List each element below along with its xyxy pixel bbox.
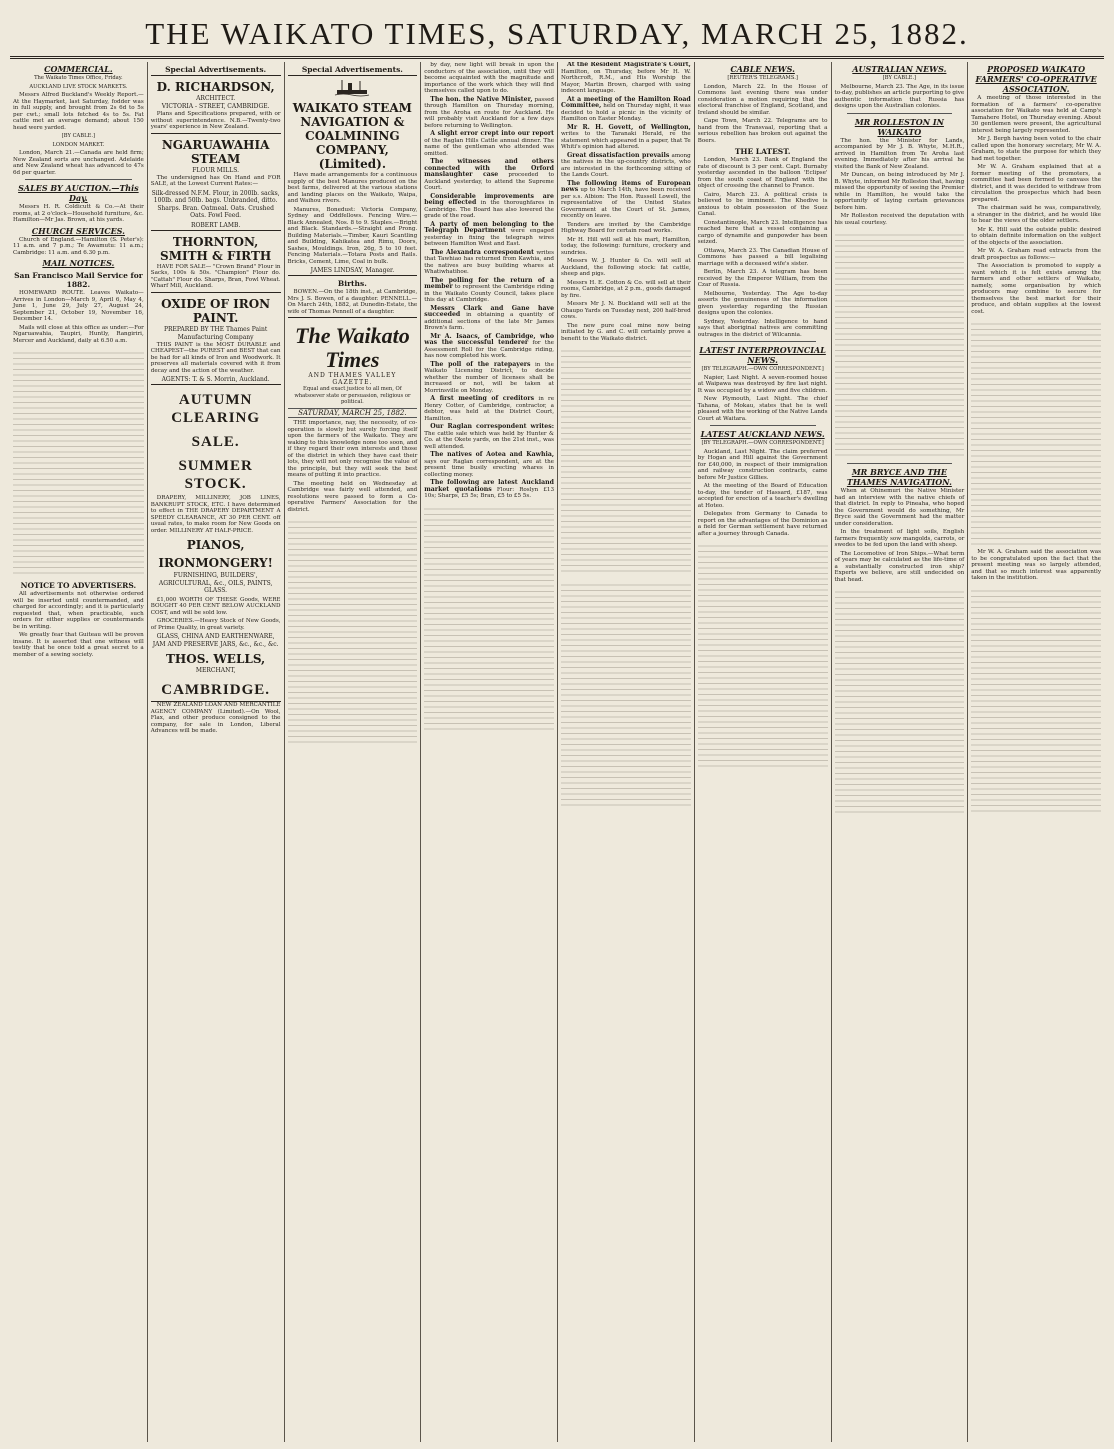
issue-date: SATURDAY, MARCH 25, 1882. (288, 408, 418, 419)
article-text: Mails will close at this office as under:—For Ngaruawahia, Taupiri, Huntly, Rangiriri, Mercer and Auckland, daily at 6.50 a.m. (13, 324, 144, 344)
news-lead: A party of men belonging to the Telegraph Department (424, 220, 554, 234)
article-text: Mr W. A. Graham explained that at a former meeting of the promoters, a committee had been formed to canvass the district, and it was decided to withdraw from circulation the prospectus which had been prepared. (971, 164, 1101, 203)
column-cable-news (694, 62, 831, 1442)
ad-town: CAMBRIDGE. (161, 682, 270, 698)
ad-headline: AUTUMN CLEARING (171, 392, 261, 426)
column-commercial (10, 62, 147, 1442)
article-text: In the treatment of light soils, English farmers frequently sow mangolds, carrots, or swedes to be fed upon the land with sheep. (834, 529, 965, 548)
article-text: HOMEWARD ROUTE. Leaves Waikato—Arrives in London—March 9, April 6, May 4, June 1, June 29, July 27, August 24, September 21, October 19, November 16, December 14. (13, 290, 144, 322)
news-lead: The natives of Aotea and Kawhia, (430, 451, 554, 458)
ad-subtitle: ARCHITECT. (196, 95, 236, 102)
divider (151, 384, 281, 385)
column-local-news (420, 62, 557, 1442)
news-lead: Messrs Clark and Gane have succeeded (424, 304, 554, 318)
column-australian-news (831, 62, 968, 1442)
section-heading: SALES BY AUCTION.—This Day. (18, 183, 139, 203)
text-filler (971, 319, 1101, 549)
ad-subtitle: PREPARED BY THE Thames Paint Manufacturing Company (163, 325, 268, 341)
article-text: Messrs H. E. Cotton & Co. will sell at their rooms, Cambridge, at 2 p.m., goods damaged by fire. (561, 279, 691, 299)
news-text: in the Waikato Licensing District, to decide whether the number of licenses shall be increased or not, will be taken at Morrinsville on Monday. (424, 361, 554, 394)
divider (288, 317, 418, 318)
article-text: Mr W. A. Graham read extracts from the draft prospectus as follows:— (971, 248, 1101, 261)
article-text: The Association is promoted to supply a want which it is felt exists among the farmers and other settlers of Waikato, namely, some organisation by which producers may combine to secure for themselves the best market for their produce, and obtain supplies at the lowest cost. (971, 263, 1101, 315)
section-subheading: [BY CABLE.] (61, 133, 95, 139)
columns (10, 62, 1104, 1442)
section-subheading: LONDON MARKET. (52, 141, 105, 148)
masthead-rule (10, 56, 1104, 59)
column-court-news (557, 62, 694, 1442)
section-heading: LATEST INTERPROVINCIAL NEWS. (699, 345, 826, 365)
article-text: Mr J. Bergh having been voted to the chair called upon the honorary secretary, Mr W. A. Graham, to state the purpose for which they had met together. (971, 136, 1101, 162)
article-text: New Plymouth, Last Night. The chief Tahana, of Mokau, states that he is well pleased with the working of the Native Lands Court at Waitara. (697, 396, 828, 422)
news-lead: A slight error crept into our report (430, 130, 554, 137)
text-filler (424, 504, 554, 734)
text-filler (288, 517, 418, 747)
text-filler (698, 541, 828, 771)
article-text: Mr Duncan, on being introduced by Mr J. B. Whyte, informed Mr Rolleston that, having missed the opportunity of seeing the Premier while in Hamilton, he would take the opportunity of laying certain grievances before him. (834, 172, 965, 211)
divider (847, 463, 953, 464)
ad-title: OXIDE OF IRON PAINT. (161, 296, 271, 325)
article-text: At the meeting of the Board of Education to-day, the tender of Hassard, £187, was accepted for erection of a teacher's dwelling at Hoteo. (697, 483, 828, 509)
article-text: All advertisements not otherwise ordered will be inserted until countermanded, and charged for accordingly; and it is particularly requested that, when practicable, such orders for either supplies or countermands be in writing. (13, 591, 144, 630)
news-item (561, 97, 691, 123)
ad-signature: THOS. WELLS, (166, 652, 266, 666)
news-text: were engaged yesterday in fixing the telegraph wires between Hamilton West and East. (424, 228, 554, 247)
divider (151, 75, 281, 76)
news-text: among the natives in the up-country districts, who are interested in the forthcoming sitting of the Lands Court. (561, 152, 691, 178)
article-text: Messrs Alfred Buckland's Weekly Report.—At the Haymarket, last Saturday, fodder was in full supply, and brought from 2s 6d to 5s per cwt.; small lots fetched 4s to 5s. Fat cattle met an average demand; about 150 head were yarded. (13, 92, 144, 131)
section-heading: Special Advertisements. (301, 65, 403, 74)
article-text: Mr H. Hill will sell at his mart, Hamilton, today, the following: furniture, crockery and sundries. (561, 236, 691, 256)
column-farmers-association (967, 62, 1104, 1442)
article-text: Berlin, March 23. A telegram has been received by the Emperor William, from the Czar of Russia. (697, 269, 828, 288)
article-text: A meeting of those interested in the formation of a farmers' co-operative association for Waikato was held at Camp's Tamahere Hotel, on Thursday evening. About 30 gentlemen were present, the agricultural interest being largely represented. (971, 95, 1101, 134)
section-subheading: AUCKLAND LIVE STOCK MARKETS. (29, 83, 128, 90)
news-item (424, 131, 554, 157)
section-subheading: [BY CABLE.] (882, 75, 916, 81)
article-text: London, March 22. In the House of Commons last evening there was under consideration a motion requiring that the electoral franchise of England, Scotland, and Ireland should be similar. (697, 83, 828, 116)
article-text: The chairman said he was, comparatively, a stranger in the district, and he would like to hear the views of the older settlers. (971, 205, 1101, 224)
section-heading: AUSTRALIAN NEWS. (852, 64, 947, 74)
news-item (424, 250, 554, 276)
article-text: We greatly fear that Guiteau will be proven insane. It is asserted that one witness will testify that he once told a great secret to a member of a sewing society. (13, 632, 144, 658)
column-special-ads-1 (147, 62, 284, 1442)
ad-text: GROCERIES.—Heavy Stock of New Goods, of Prime Quality, in great variety. (150, 618, 281, 631)
news-lead: Great dissatisfaction prevails (567, 151, 670, 159)
article-text: The hon. the Minister for Lands, accompanied by Mr J. B. Whyte, M.H.R., arrived in Hamilton from Te Aroha last evening. Immediately after his arrival he visited the Bank of New Zealand. (834, 137, 965, 170)
news-item (424, 222, 554, 248)
article-text: The new pure coal mine now being initiated by G. and C. will certainly prove a benefit to the Waikato district. (561, 322, 691, 342)
news-lead: At the Resident Magistrate's Court, (567, 62, 691, 68)
ad-text: Manures, Bonedust: Victoria Company, Sydney and Oddfellows. Fencing Wire.—Black Annealed, Nos. 8 to 9. Staples.—Bright and Black. Standards.—Straight and Prong. Building Materials.—Timber, Kauri Scantling and Building, Kahikatea and Rimu, Doors, Sashes, Mouldings. Iron, 26g, 5 to 10 feet. Fencing Materials.—Totara Posts and Rails. Bricks, Cement, Lime, Coal in bulk. (287, 206, 418, 265)
article-text: Constantinople, March 23. Intelligence has reached here that a vessel containing a cargo of dynamite and gunpowder has been seized. (697, 219, 828, 245)
news-lead: The following items of European news (561, 179, 691, 193)
ad-title: THORNTON, SMITH & FIRTH (160, 234, 272, 263)
ad-subtitle: MERCHANT, (195, 667, 236, 674)
ad-subtitle: FLOUR MILLS. (192, 166, 240, 174)
ad-list: GLASS, CHINA AND EARTHENWARE, JAM AND PRESERVE JARS, &c., &c., &c. (152, 633, 279, 648)
news-lead: The witnesses and others connected with the Orford manslaughter case (424, 158, 554, 178)
news-item (424, 159, 554, 192)
article-text: London, March 23. Bank of England the rate of discount is 3 per cent. Capt. Burnaby yesterday ascended in the balloon 'Eclipse' from the south coast of England with the object of crossing the channel to France. (697, 157, 828, 189)
ad-text: THIS PAINT is the MOST DURABLE and CHEAPEST—the PUREST and BEST that can be had for all kinds of Iron and Woodwork. It preserves all materials covered with it from decay and the action of the weather. (150, 341, 281, 374)
editorial-text: THE importance, nay, the necessity, of co-operation is slowly but surely forcing itself upon the farmers of the Waikato. They are waking to this knowledge none too soon, and if they regard their own interests and those of the district in which they have cast their lots, they will not only recognise the value of the principle, but they will seek the best means of putting it into practice. (287, 420, 418, 478)
divider (151, 230, 281, 231)
ad-title: D. RICHARDSON, (156, 80, 275, 94)
news-item (561, 153, 691, 179)
news-text: held on Thursday night, it was decided to hold a picnic in the vicinity of Hamilton on Easter Monday. (561, 103, 691, 122)
article-text: Messrs H. R. Coldicutt & Co.—At their rooms, at 2 o'clock—Household furniture, &c. Hamilton—Mr Jas. Brown, at his yards. (13, 204, 144, 223)
text-filler (561, 580, 691, 810)
divider (710, 425, 816, 426)
news-text: The cattle sale which was held by Hunter & Co. at the Okete yards, on the 21st inst., was well attended. (424, 430, 554, 450)
ad-text: HAVE FOR SALE— "Crown Brand" Flour in Sacks, 100s & 50s. "Champion" Flour do. "Cattah" Flour do. Sharps, Bran, Fowl Wheat. Wharf Mill, Auckland. (150, 263, 281, 289)
ad-list: FURNISHING, BUILDERS', AGRICULTURAL, &c., OILS, PAINTS, GLASS. (158, 572, 273, 594)
news-text: in re Henry Cotter, of Cambridge, contractor, a debtor, was held at the District Court, Hamilton. (424, 396, 555, 422)
news-text: proceeded to Auckland yesterday, to attend the Supreme Court. (424, 172, 554, 191)
news-text: writes that Tawhiao has returned from Kawhia, and the natives are busy building whares at Whatiwhatihoe. (424, 249, 554, 275)
news-item (424, 334, 554, 360)
article-text: London, March 21.—Canada are held firm; New Zealand sorts are unchanged. Adelaide and New Zealand wheat has advanced to 47s 6d per quarter. (13, 150, 144, 176)
divider (151, 292, 281, 293)
section-subheading: San Francisco Mail Service for 1882. (14, 271, 143, 289)
news-lead: Considerable improvements are being effected (424, 192, 554, 206)
news-text: says our Raglan correspondent, are at the present time busily erecting whares in collecting money. (424, 458, 554, 478)
article-text: Mr Rolleston received the deputation with his usual courtesy. (834, 213, 965, 226)
news-text: in the thoroughfares in Cambridge. The Board has also lowered the grade of the road. (424, 200, 555, 219)
ad-text: Have made arrangements for a continuous supply of the best Manures produced on the best farms, delivered at the various stations and landing places on the Waikato, Waipa, and Waihou rivers. (287, 172, 418, 204)
news-text: Flour: Roslyn £13 10s; Sharps, £5 5s; Bran, £5 to £5 5s. (424, 486, 555, 499)
news-lead: The hon. the Native Minister, (430, 95, 533, 103)
text-filler (13, 348, 144, 578)
ad-signature: JAMES LINDSAY, Manager. (310, 267, 395, 274)
news-text: to represent the Cambridge riding in the Waikato County Council, takes place this day at Cambridge. (424, 284, 554, 303)
divider (710, 341, 816, 342)
section-subheading: The Waikato Times Office, Friday. (34, 75, 123, 81)
section-heading: LATEST AUCKLAND NEWS. (700, 429, 825, 439)
section-subheading: [REUTER'S TELEGRAMS.] (727, 75, 798, 81)
ad-headline: SUMMER STOCK. (178, 458, 253, 492)
news-lead: Mr R. H. Govett, of Wellington, (567, 123, 691, 131)
editorial-text: The meeting held on Wednesday at Cambridge was fairly well attended, and resolutions were passed to form a Co-operative Farmers' Association for the district. (287, 480, 418, 513)
news-lead: At a meeting of the Hamilton Road Committee, (561, 95, 691, 109)
news-item (561, 62, 691, 95)
article-text: Cape Town, March 22. Telegrams are to hand from the Transvaal, reporting that a serious rebellion has broken out against the Boers. (697, 118, 828, 144)
article-text: Tenders are invited by the Cambridge Highway Board for certain road works. (561, 221, 691, 234)
news-lead: The poll of the ratepayers (430, 360, 531, 368)
news-item (424, 306, 554, 332)
section-heading: THE LATEST. (734, 147, 791, 156)
news-lead: Mr A. Isaacs, of Cambridge, who was the successful tenderer (424, 332, 554, 346)
article-text: Cairo, March 23. A political crisis is believed to be imminent. The Khedive is anxious to obtain possession of the Suez Canal. (697, 191, 828, 217)
divider (847, 113, 953, 114)
news-item (424, 424, 554, 450)
news-text: in obtaining a quantity of additional sections of the late Mr James Brown's farm. (424, 312, 554, 331)
births-text: BOWEN.—On the 18th inst., at Cambridge, Mrs J. S. Bowen, of a daughter. PENNELL.—On March 24th, 1882, at Dunedin-Estate, the wife of Thomas Pennell of a daughter. (287, 289, 418, 315)
news-item (424, 194, 554, 220)
ad-text: NEW ZEALAND LOAN AND MERCANTILE AGENCY COMPANY (Limited).—On Wool, Flax, and other produce consigned to the company, for sale in London, Liberal Advances will be made. (150, 702, 281, 734)
article-text: by day, new light will break in upon the conductors of the association, until they will become acquainted with the magnitude and importance of the work which they will find themselves called upon to do. (424, 62, 554, 94)
newspaper-subtitle: AND THAMES VALLEY GAZETTE. (308, 372, 397, 386)
news-item (424, 97, 554, 130)
news-lead: The polling for the return of a member (424, 276, 554, 290)
text-filler (835, 587, 965, 817)
news-item (561, 125, 691, 151)
section-heading: CABLE NEWS. (730, 64, 795, 74)
newspaper-motto: Equal and exact justice to all men, Of whatsoever state or persuasion, religious or political. (294, 386, 411, 405)
ad-text: £1,000 WORTH OF THESE Goods, WERE BOUGHT 40 PER CENT BELOW AUCKLAND COST, and will be sold low. (150, 596, 281, 616)
ad-text: Plans and Specifications prepared, with or without superintendence. N.B.—Twenty-two years' experience in New Zealand. (150, 111, 281, 130)
article-text: Ottawa, March 23. The Canadian House of Commons has passed a bill legalising marriage with a deceased wife's sister. (697, 247, 828, 267)
article-text: Messrs Mr J. N. Buckland will sell at the Ohaupo Yards on Tuesday next, 200 half-bred cows. (561, 301, 691, 320)
news-text: up to March 14th, have been received per s.s. Albion: The Hon. Russell Lowell, the representative of the United States Government at the Court of St. James, recently on leave. (561, 187, 691, 219)
newspaper-title: The Waikato Times (295, 323, 410, 372)
news-text: writes to the Taranaki Herald, re the statement which appeared in a paper, that Te Whiti's opinion had altered. (561, 131, 691, 150)
news-lead: The Alexandra correspondent (430, 248, 534, 256)
text-filler (971, 586, 1101, 816)
section-subheading: [BY TELEGRAPH.—OWN CORRESPONDENT.] (701, 366, 824, 372)
ad-list: Silk-dressed N.F.M. Flour, in 200lb. sacks, 100lb. and 50lb. bags. Unbranded, ditto. Sharps. Bran. Oatmeal. Oats. Crushed Oats. Fowl Feed. (151, 189, 280, 219)
article-text: Mr K. Hill said the outside public desired to obtain definite information on the subject of the objects of the association. (971, 226, 1101, 246)
article-text: Melbourne, Yesterday. The Age to-day asserts the genuineness of the information given yesterday regarding the Russian designs upon the colonies. (697, 290, 828, 316)
news-item (424, 396, 554, 422)
section-heading: Special Advertisements. (165, 65, 267, 74)
ad-title: PIANOS, (186, 538, 245, 552)
news-item (561, 181, 691, 220)
article-text: Church of England.—Hamilton (S. Peter's): 11 a.m. and 7 p.m.; Te Awamutu: 11 a.m.; Cambridge: 11 a.m. and 6.30 p.m. (13, 236, 144, 256)
article-text: Melbourne, March 23. The Age, in its issue to-day, publishes an article purporting to give authentic information that Russia has designs upon the Australian colonies. (834, 83, 965, 109)
news-text: Hamilton, on Thursday, before Mr H. W. Northcroft, R.M., and His Worship the Mayor, Martin Brown, charged with using indecent language. (561, 68, 691, 94)
divider (288, 75, 418, 76)
ad-title: WAIKATO STEAM NAVIGATION & COALMINING COMPANY, (Limited). (292, 101, 412, 171)
article-text: The Locomotive of Iron Ships.—What term of years may be calculated as the life-time of a substantially constructed iron ship? Experts we believe, are still undecided on that head. (834, 550, 965, 583)
ad-signature: AGENTS: T. & S. Morrin, Auckland. (161, 376, 270, 383)
article-text: When at Ohinemuri the Native Minister had an interview with the native chiefs of that district. In reply to Pineaha, who hoped the Government would do something, Mr Bryce said the Government had the matter under consideration. (834, 488, 965, 527)
section-heading: CHURCH SERVICES. (31, 225, 125, 236)
article-text: Mr W. A. Graham said the association was to be congratulated upon the fact that the present meeting was so largely attended, and that so much interest was apparently taken in the institution. (971, 549, 1101, 581)
divider (151, 133, 281, 134)
ad-address: VICTORIA - STREET, CAMBRIDGE. (161, 103, 270, 110)
ad-title: IRONMONGERY! (158, 556, 273, 570)
news-item (424, 452, 554, 478)
article-text: Auckland, Last Night. The claim preferred by Hogan and Hill against the Government for £40,000, in respect of their immigration and railway construction contracts, came before Mr Justice Gillies. (697, 448, 828, 481)
divider (25, 179, 132, 180)
section-heading: MR BRYCE AND THE THAMES NAVIGATION. (846, 467, 952, 487)
article-text: Delegates from Germany to Canada to report on the advantages of the Dominion as a field for German settlement have returned after a journey through Canada. (697, 511, 828, 537)
section-heading: MR ROLLESTON IN WAIKATO (854, 116, 944, 137)
ad-text: The undersigned has On Hand and FOR SALE, at the Lowest Current Rates:— (150, 174, 281, 187)
ad-signature: ROBERT LAMB. (190, 221, 241, 229)
ad-headline: SALE. (191, 434, 240, 450)
section-subheading: [BY TELEGRAPH.—OWN CORRESPONDENT.] (701, 440, 824, 446)
news-item (424, 278, 554, 304)
news-lead: The following are latest Auckland market quotations (424, 479, 554, 493)
text-filler (835, 230, 965, 460)
article-text: Sydney, Yesterday. Intelligence to hand says that aboriginal natives are committing outrages in the district of Wilcannia. (697, 318, 828, 338)
news-item (424, 480, 554, 500)
news-lead: Our Raglan correspondent writes: (430, 423, 554, 430)
divider (288, 275, 418, 276)
steamship-icon (333, 79, 371, 97)
column-special-ads-2 (284, 62, 421, 1442)
section-heading: MAIL NOTICES. (42, 258, 115, 268)
masthead: THE WAIKATO TIMES, SATURDAY, MARCH 25, 1882. (145, 16, 969, 51)
news-lead: A first meeting of creditors (430, 395, 535, 402)
ad-title: NGARUAWAHIA STEAM (161, 137, 270, 166)
section-heading: COMMERCIAL. (44, 64, 113, 74)
news-text: of the Raglan Hills Cattle annual dinner. The name of the gentleman who attended was omitted. (424, 137, 554, 157)
section-heading: NOTICE TO ADVERTISERS. (20, 581, 137, 590)
article-text: Messrs W. J. Hunter & Co. will sell at Auckland, the following stock: fat cattle, sheep and pigs. (561, 258, 691, 277)
news-text: passed through Hamilton on Thursday morning, from the Aroha en route for Auckland. He will probably visit Auckland for a few days before returning to Wellington. (424, 96, 554, 129)
ad-text: DRAPERY, MILLINERY, JOB LINES, BANKRUPT STOCK, ETC. I have determined to effect in THE DRAPERY DEPARTMENT A SPEEDY CLEARANCE, AT 30 PER CENT. off usual rates, to make room for New Goods on order. MILLINERY AT HALF-PRICE. (150, 495, 281, 534)
text-filler (561, 346, 691, 576)
births-heading: Births. (337, 279, 367, 288)
article-text: Napier, Last Night. A seven-roomed house at Waipawa was destroyed by fire last night. It was occupied by a widow and five children. (697, 374, 828, 394)
news-item (424, 362, 554, 395)
section-heading: PROPOSED WAIKATO FARMERS' CO-OPERATIVE ASSOCIATION. (975, 64, 1097, 94)
news-text: for the Assessment Roll for the Cambridge riding, has now completed his work. (424, 340, 554, 359)
